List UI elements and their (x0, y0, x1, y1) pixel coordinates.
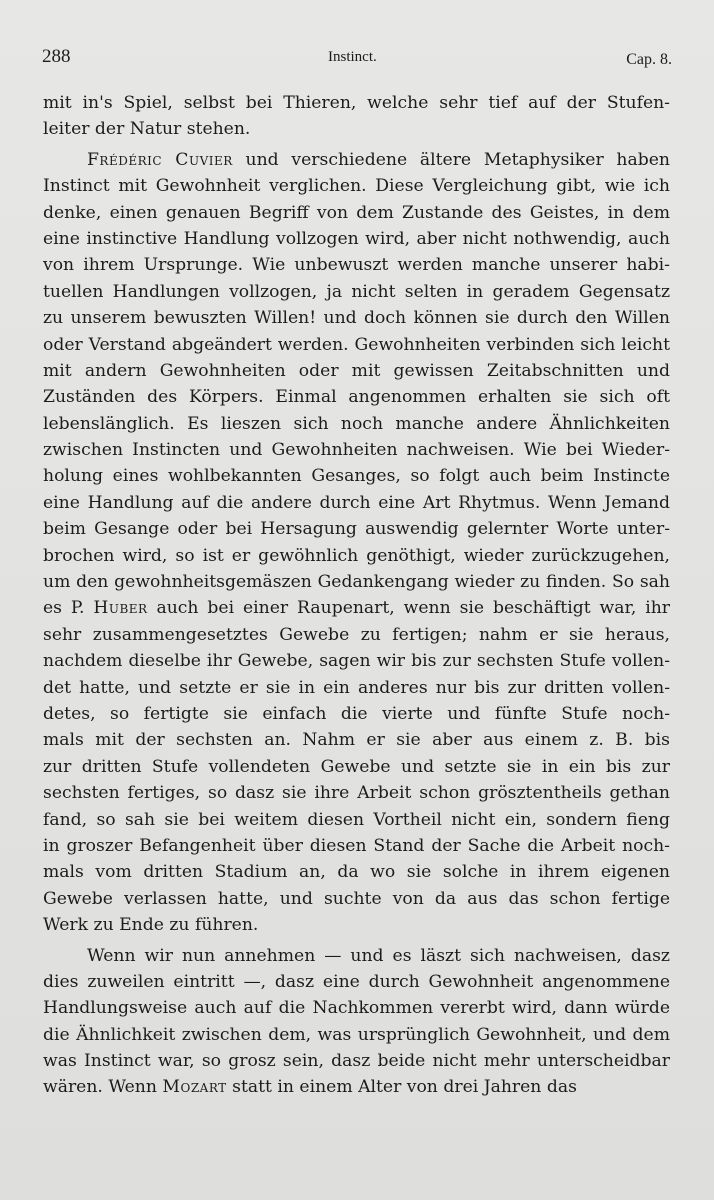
text-line: nachdem dieselbe ihr Gewebe, sagen wir bis zur sechsten Stufe vollen- (43, 651, 670, 672)
paragraph (43, 90, 670, 143)
page-header (42, 44, 672, 74)
text-line: was Instinct war, so grosz sein, dasz beide nicht mehr unterscheidbar (43, 1051, 670, 1072)
text-line: eine instinctive Handlung vollzogen wird, aber nicht nothwendig, auch (43, 228, 670, 249)
text-line: Wenn wir nun annehmen — und es läszt sich nachweisen, dasz (87, 945, 670, 966)
text-line: mals vom dritten Stadium an, da wo sie solche in ihrem eigenen (43, 862, 670, 883)
text-line: Handlungsweise auch auf die Nachkommen vererbt wird, dann würde (43, 998, 670, 1019)
text-line: lebenslänglich. Es lieszen sich noch manche andere Ähnlichkeiten (43, 413, 670, 434)
text-line: mals mit der sechsten an. Nahm er sie aber aus einem z. B. bis (43, 730, 670, 751)
body-text (43, 90, 670, 1101)
text-line: mit in's Spiel, selbst bei Thieren, welche sehr tief auf der Stufen- (43, 93, 670, 113)
text-line: sechsten fertiges, so dasz sie ihre Arbeit schon grösztentheils gethan (43, 783, 670, 804)
text-line: sehr zusammengesetztes Gewebe zu fertigen; nahm er sie heraus, (43, 624, 670, 645)
text-line: eine Handlung auf die andere durch eine Art Rhytmus. Wenn Jemand (43, 492, 670, 513)
text-line: zwischen Instincten und Gewohnheiten nachweisen. Wie bei Wieder- (43, 440, 670, 461)
text-line: Frédéric Cuvier und verschiedene ältere Metaphysiker haben (87, 149, 670, 170)
page-number: 288 (42, 46, 71, 67)
text-line: tuellen Handlungen vollzogen, ja nicht selten in geradem Gegensatz (43, 281, 670, 302)
running-title: Instinct. (328, 49, 377, 65)
text-line: zu unserem bewuszten Willen! und doch können sie durch den Willen (43, 308, 670, 329)
text-line: beim Gesange oder bei Hersagung auswendig gelernter Worte unter- (43, 519, 670, 540)
text-line: denke, einen genauen Begriff von dem Zustande des Geistes, in dem (43, 202, 670, 223)
text-line: mit andern Gewohnheiten oder mit gewissen Zeitabschnitten und (43, 360, 670, 381)
text-line: es P. Huber auch bei einer Raupenart, wenn sie beschäftigt war, ihr (43, 598, 670, 619)
paragraph (43, 943, 670, 1101)
text-line: wären. Wenn Mozart statt in einem Alter von drei Jahren das (43, 1077, 577, 1098)
text-line: zur dritten Stufe vollendeten Gewebe und setzte sie in ein bis zur (43, 756, 670, 777)
paragraph (43, 147, 670, 939)
text-line: leiter der Natur stehen. (43, 119, 251, 140)
text-line: Instinct mit Gewohnheit verglichen. Diese Vergleichung gibt, wie ich (43, 176, 670, 197)
text-line: Zuständen des Körpers. Einmal angenommen erhalten sie sich oft (43, 387, 670, 408)
text-line: Werk zu Ende zu führen. (43, 915, 259, 936)
text-line: in groszer Befangenheit über diesen Stand der Sache die Arbeit noch- (43, 835, 670, 856)
text-line: holung eines wohlbekannten Gesanges, so folgt auch beim Instincte (43, 466, 670, 487)
chapter-label: Cap. 8. (626, 51, 672, 68)
text-line: von ihrem Ursprunge. Wie unbewuszt werden manche unserer habi- (43, 255, 670, 276)
text-line: um den gewohnheitsgemäszen Gedankengang wieder zu finden. So sah (43, 572, 670, 593)
text-line: brochen wird, so ist er gewöhnlich genöthigt, wieder zurückzugehen, (43, 545, 670, 566)
text-line: fand, so sah sie bei weitem diesen Vortheil nicht ein, sondern fieng (43, 809, 670, 830)
text-line: Gewebe verlassen hatte, und suchte von da aus das schon fertige (43, 888, 670, 909)
text-line: det hatte, und setzte er sie in ein anderes nur bis zur dritten vollen- (43, 677, 670, 698)
text-line: die Ähnlichkeit zwischen dem, was ursprünglich Gewohnheit, und dem (43, 1024, 670, 1045)
text-line: oder Verstand abgeändert werden. Gewohnheiten verbinden sich leicht (43, 334, 670, 355)
text-line: detes, so fertigte sie einfach die vierte und fünfte Stufe noch- (43, 703, 670, 724)
text-line: dies zuweilen eintritt —, dasz eine durch Gewohnheit angenommene (43, 971, 670, 992)
